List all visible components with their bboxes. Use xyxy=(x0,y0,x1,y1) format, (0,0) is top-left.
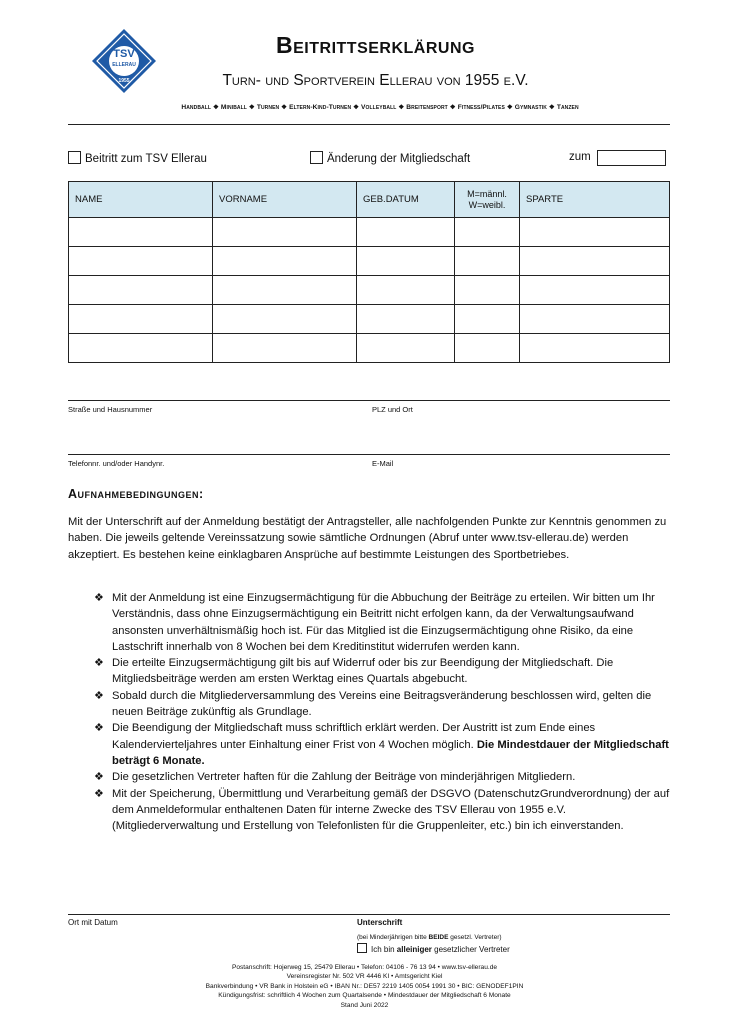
footer-register: Vereinsregister Nr. 502 VR 4446 KI • Amtsgericht Kiel xyxy=(286,973,443,981)
footer-bank: Bankverbindung • VR Bank in Holstein eG • IBAN Nr.: DE57 2219 1405 0054 1991 30 • BIC: GENODEF1PIN xyxy=(205,982,524,990)
col-geburtsdatum: GEB.DATUM xyxy=(357,182,455,218)
table-cell[interactable] xyxy=(69,305,213,334)
option-join[interactable] xyxy=(68,151,207,165)
table-cell[interactable] xyxy=(357,334,455,363)
table-cell[interactable] xyxy=(520,218,670,247)
table-cell[interactable] xyxy=(213,247,357,276)
table-cell[interactable] xyxy=(357,305,455,334)
col-geschlecht xyxy=(455,182,520,218)
change-label: Änderung der Mitgliedschaft xyxy=(327,153,471,165)
table-cell[interactable] xyxy=(69,218,213,247)
option-change[interactable] xyxy=(310,151,470,165)
list-item: ❖ Mit der Anmeldung ist eine Einzugsermächtigung für die Abbuchung der Beiträge zu erteilen. Wir bitten um Ihr Verständnis, dass ohne Einzugsermächtigung ein Beitritt nicht erfolgen kann, da der Verwaltungsaufwand ansonsten unverhältnismäßig hoch ist. Für das Mitglied ist die Einzugsermächtigung ohne Risiko, da eine Lastschrift innerhalb von 8 Wochen bei dem Kreditinstitut widerrufen werden kann. xyxy=(94,592,655,653)
table-row xyxy=(69,276,670,305)
join-label: Beitritt zum TSV Ellerau xyxy=(85,153,207,165)
table-cell[interactable] xyxy=(520,305,670,334)
join-checkbox[interactable] xyxy=(68,151,81,164)
place-date-label: Ort mit Datum xyxy=(68,918,118,927)
table-cell[interactable] xyxy=(213,218,357,247)
table-cell[interactable] xyxy=(69,276,213,305)
sole-guardian-option[interactable]: Ich bin alleiniger gesetzlicher Vertreter xyxy=(357,943,510,954)
table-cell[interactable] xyxy=(520,334,670,363)
list-item: ❖ Sobald durch die Mitgliederversammlung des Vereins eine Beitragsveränderung beschlossen wird, gelten die neuen Beiträge zukünftig als Grundlage. xyxy=(94,689,652,719)
table-cell[interactable] xyxy=(520,276,670,305)
table-cell[interactable] xyxy=(455,247,520,276)
conditions-list xyxy=(82,590,670,834)
table-row xyxy=(69,218,670,247)
member-table xyxy=(68,181,670,363)
club-name: Turn- und Sportverein Ellerau von 1955 e.V. xyxy=(222,72,529,89)
footer xyxy=(0,963,729,1010)
sole-guardian-checkbox[interactable] xyxy=(357,943,367,953)
table-cell[interactable] xyxy=(455,218,520,247)
table-cell[interactable] xyxy=(213,305,357,334)
table-cell[interactable] xyxy=(213,334,357,363)
minimum-duration-note: Die Mindestdauer der Mitgliedschaft beträgt 6 Monate. xyxy=(112,738,669,767)
col-sparte: SPARTE xyxy=(520,182,670,218)
email-label: E-Mail xyxy=(372,459,394,468)
signature-line[interactable] xyxy=(68,914,670,915)
zum-date-field[interactable] xyxy=(597,150,666,166)
page-title: Beitrittserklärung xyxy=(276,32,475,58)
table-cell[interactable] xyxy=(455,305,520,334)
table-row xyxy=(69,247,670,276)
table-cell[interactable] xyxy=(357,247,455,276)
footer-notice: Kündigungsfrist: schriftlich 4 Wochen zum Quartalsende • Mindestdauer der Mitgliedschaft 6 Monate xyxy=(218,992,511,1000)
table-cell[interactable] xyxy=(357,276,455,305)
address-line-1[interactable] xyxy=(68,400,670,401)
conditions-intro: Mit der Unterschrift auf der Anmeldung bestätigt der Antragsteller, alle nachfolgenden Punkte zur Kenntnis genommen zu haben. Die jeweils geltende Vereinssatzung sowie sämtliche Ordnungen (Abruf unter www.tsv-ellerau.de) werden akzeptiert. Es bestehen keine einklagbaren Ansprüche auf bestimmte Leistungen des Sportbetriebes. xyxy=(68,516,667,561)
change-checkbox[interactable] xyxy=(310,151,323,164)
list-item: ❖ Die gesetzlichen Vertreter haften für die Zahlung der Beiträge von minderjährigen Mitgliedern. xyxy=(94,771,576,784)
svg-text:1955: 1955 xyxy=(118,78,130,84)
svg-text:ELLERAU: ELLERAU xyxy=(112,62,136,68)
table-cell[interactable] xyxy=(69,334,213,363)
table-row xyxy=(69,305,670,334)
list-item: ❖ Die erteilte Einzugsermächtigung gilt bis auf Widerruf oder bis zur Beendigung der Mitgliedschaft. Die Mitgliedsbeiträge werden am ersten Werktag eines Quartals abgebucht. xyxy=(94,657,614,686)
gender-m-label: M=männl. xyxy=(467,188,507,199)
phone-label: Telefonnr. und/oder Handynr. xyxy=(68,459,165,468)
table-cell[interactable] xyxy=(455,334,520,363)
footer-address: Postanschrift: Hojerweg 15, 25479 Ellerau • Telefon: 04106 - 76 13 94 • www.tsv-ellerau.de xyxy=(231,964,498,971)
city-label: PLZ und Ort xyxy=(372,405,413,414)
street-label: Straße und Hausnummer xyxy=(68,405,153,414)
table-cell[interactable] xyxy=(69,247,213,276)
conditions-heading: Aufnahmebedingungen: xyxy=(68,487,204,501)
gender-w-label: W=weibl. xyxy=(468,199,506,210)
signature-label: Unterschrift xyxy=(357,918,403,927)
table-cell[interactable] xyxy=(357,218,455,247)
header-divider xyxy=(68,124,670,125)
table-cell[interactable] xyxy=(520,247,670,276)
col-vorname: VORNAME xyxy=(213,182,357,218)
address-line-2[interactable] xyxy=(68,454,670,455)
list-item: ❖ Die Beendigung der Mitgliedschaft muss schriftlich erklärt werden. Der Austritt ist zum Ende eines Kalendervierteljahres unter Einhaltung einer Frist von 4 Wochen möglich. Die Mindestdauer der Mitgliedschaft beträgt 6 Monate. xyxy=(94,722,669,767)
table-cell[interactable] xyxy=(455,276,520,305)
list-item: ❖ Mit der Speicherung, Übermittlung und Verarbeitung gemäß der DSGVO (DatenschutzGrundverordnung) der auf dem Anmeldeformular enthaltenen Daten für interne Zwecke des TSV Ellerau von 1955 e.V. (Mitgliederverwaltung und Erstellung von Telefonlisten für die Gruppenleiter, etc.) bin ich einverstanden. xyxy=(94,787,670,833)
table-cell[interactable] xyxy=(213,276,357,305)
table-row xyxy=(69,334,670,363)
sports-list: Handball ❖ Miniball ❖ Turnen ❖ Eltern-Kind-Turnen ❖ Volleyball ❖ Breitensport ❖ Fitness/Pilates ❖ Gymnastik ❖ Tanzen xyxy=(181,104,579,111)
col-name: NAME xyxy=(69,182,213,218)
footer-version: Stand Juni 2022 xyxy=(340,1001,389,1009)
zum-label: zum xyxy=(569,151,591,163)
svg-text:TSV: TSV xyxy=(113,48,135,60)
minor-note: (bei Minderjährigen bitte BEIDE gesetzl. Vertreter) xyxy=(357,934,502,941)
